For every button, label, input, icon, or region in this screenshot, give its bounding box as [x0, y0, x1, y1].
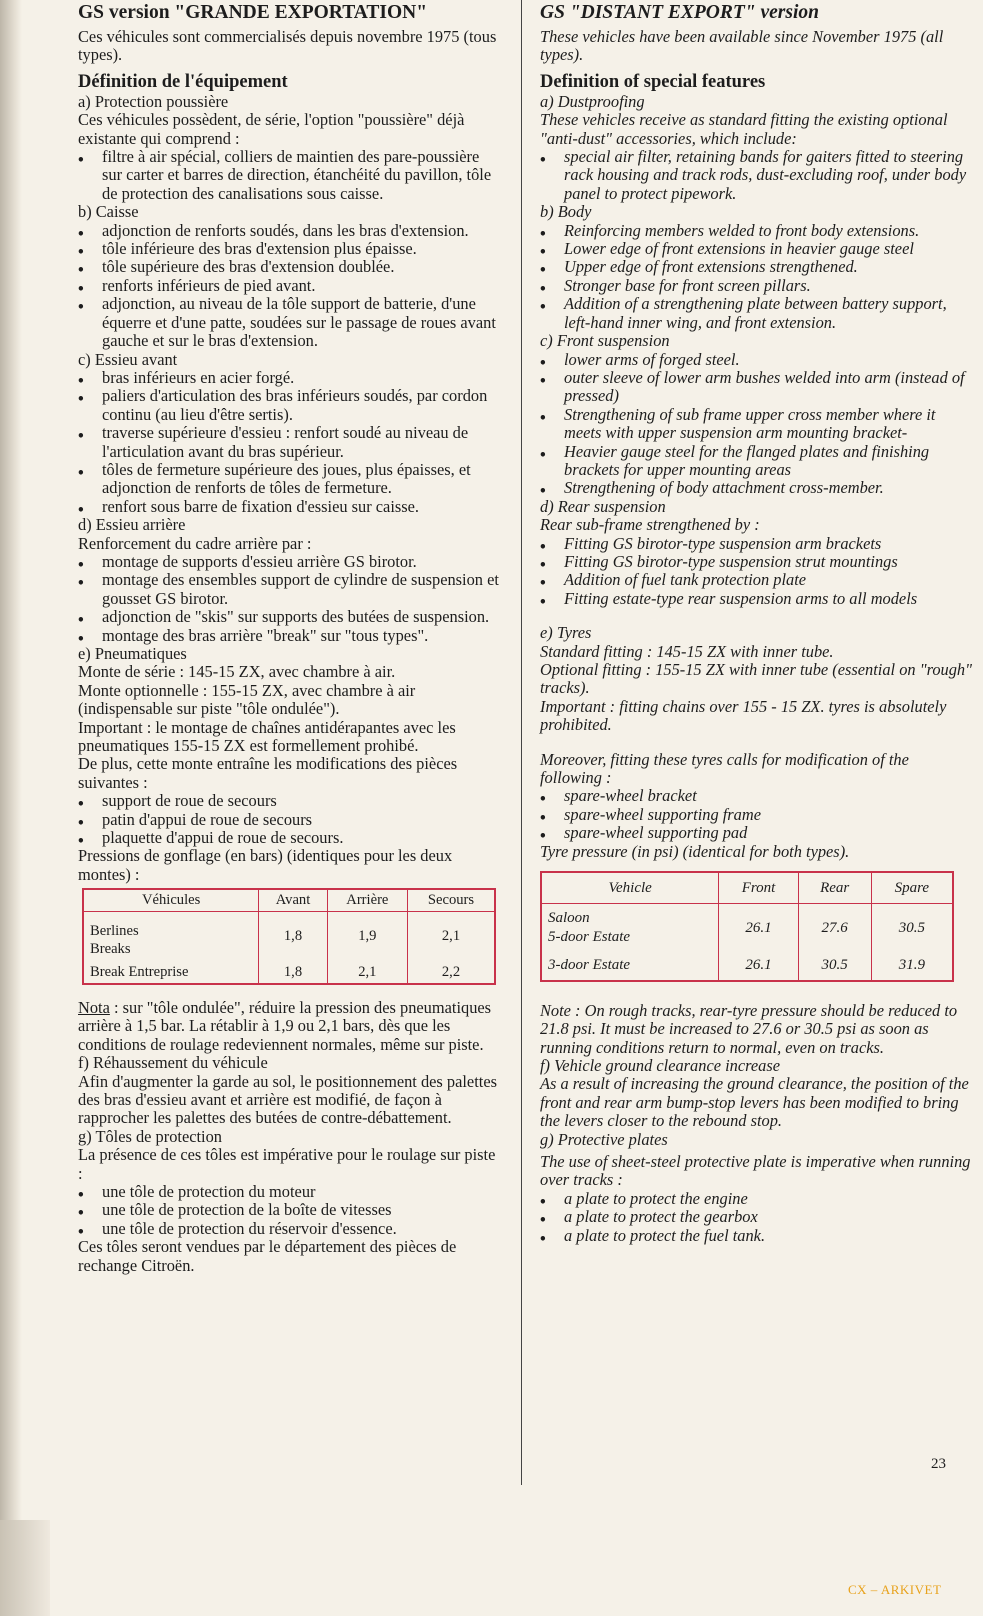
- fr-table-vehicle: Break Entreprise: [83, 961, 259, 984]
- en-section-e-p4: Moreover, fitting these tyres calls for modification of the following :: [540, 749, 909, 788]
- fr-table-vehicle-cell: [83, 911, 259, 960]
- list-item: • spare-wheel supporting frame: [540, 806, 972, 824]
- en-table-header-row: [541, 872, 953, 904]
- en-table-front: 26.1: [719, 951, 798, 980]
- en-section-b-list: [540, 222, 972, 332]
- fr-table-row: [83, 961, 495, 984]
- en-table-rear: 27.6: [798, 904, 871, 951]
- fr-table-front: 1,8: [259, 911, 327, 960]
- list-item: • adjonction de "skis" sur supports des butées de suspension.: [78, 608, 500, 626]
- en-section-d-title: d) Rear suspension: [540, 496, 666, 516]
- en-table-rear: 30.5: [798, 951, 871, 980]
- en-section-f-text: As a result of increasing the ground clearance, the position of the front and rear arm bump-stop levers has been modified to bring the levers closer to the rebound stop.: [540, 1074, 969, 1131]
- fr-table-header: Secours: [408, 889, 496, 911]
- en-note: Note : On rough tracks, rear-tyre pressure should be reduced to 21.8 psi. It must be increased to 27.6 or 30.5 psi as soon as running conditions return to normal, even on tracks.: [540, 1000, 958, 1057]
- list-item: • renforts inférieurs de pied avant.: [78, 277, 500, 295]
- list-item: • spare-wheel bracket: [540, 787, 972, 805]
- fr-section-a-title: a) Protection poussière: [78, 91, 229, 111]
- fr-section-g-title: g) Tôles de protection: [78, 1126, 222, 1146]
- fr-definition-heading: Définition de l'équipement: [78, 71, 288, 92]
- fr-intro: Ces véhicules sont commercialisés depuis novembre 1975 (tous types).: [78, 27, 497, 65]
- fr-section-g-text: La présence de ces tôles est impérative pour le roulage sur piste :: [78, 1145, 496, 1183]
- en-table-front: 26.1: [719, 904, 798, 951]
- list-item: • Heavier gauge steel for the flanged plates and finishing brackets for upper mounting areas: [540, 443, 972, 480]
- list-item: • tôle inférieure des bras d'extension plus épaisse.: [78, 240, 500, 258]
- fr-nota-text: : sur "tôle ondulée", réduire la pression des pneumatiques arrière à 1,5 bar. La rétablir à 1,9 ou 2,1 bars, dès que les conditions de roulage redeviennent normales, même sur piste.: [78, 997, 492, 1054]
- list-item: • Fitting GS birotor-type suspension strut mountings: [540, 553, 972, 571]
- list-item: • Reinforcing members welded to front body extensions.: [540, 222, 972, 240]
- list-item: • paliers d'articulation des bras inférieurs soudés, par cordon continu (au lieu d'être sertis).: [78, 387, 500, 424]
- fr-section-f-title: f) Réhaussement du véhicule: [78, 1053, 268, 1073]
- list-item: • renfort sous barre de fixation d'essieu sur caisse.: [78, 498, 500, 516]
- list-item: • montage des bras arrière "break" sur "tous types".: [78, 627, 500, 645]
- en-table-spare: 31.9: [871, 951, 953, 980]
- list-item: • Strengthening of sub frame upper cross member where it meets with upper suspension arm mounting bracket-: [540, 406, 972, 443]
- en-section-e-p5: Tyre pressure (in psi) (identical for both types).: [540, 841, 850, 861]
- en-table-row: [541, 951, 953, 980]
- list-item: • Lower edge of front extensions in heavier gauge steel: [540, 240, 972, 258]
- list-item: • montage de supports d'essieu arrière GS birotor.: [78, 553, 500, 571]
- list-item: • adjonction, au niveau de la tôle support de batterie, d'une équerre et d'une patte, soudées sur le passage de roues avant gauche et sur le bras d'extension.: [78, 295, 500, 350]
- fr-title: GS version "GRANDE EXPORTATION": [78, 2, 428, 23]
- list-item: • outer sleeve of lower arm bushes welded into arm (instead of pressed): [540, 369, 972, 406]
- fr-section-a-list: [78, 148, 500, 203]
- en-section-c-list: [540, 351, 972, 498]
- en-section-d-list: [540, 535, 972, 609]
- list-item: • patin d'appui de roue de secours: [78, 811, 500, 829]
- en-section-g-title: g) Protective plates: [540, 1129, 668, 1149]
- column-divider: [521, 0, 522, 1485]
- fr-section-c-title: c) Essieu avant: [78, 349, 178, 369]
- fr-table-rear: 1,9: [327, 911, 407, 960]
- en-section-e-p2: Optional fitting : 155-15 ZX with inner tube (essential on "rough" tracks).: [540, 660, 973, 698]
- list-item: • Fitting GS birotor-type suspension arm brackets: [540, 535, 972, 553]
- fr-section-c-list: [78, 369, 500, 516]
- fr-table-spare: 2,1: [408, 911, 496, 960]
- fr-table-row: [83, 911, 495, 960]
- fr-section-f-text: Afin d'augmenter la garde au sol, le positionnement des palettes des bras d'essieu avant et arrière est modifié, de façon à rapprocher les palettes des butées de contre-débattement.: [78, 1071, 497, 1128]
- list-item: • une tôle de protection du réservoir d'essence.: [78, 1220, 500, 1238]
- fr-section-g-list: [78, 1183, 500, 1238]
- list-item: • tôle supérieure des bras d'extension doublée.: [78, 258, 500, 276]
- en-table-vehicle-cell: [541, 904, 719, 951]
- list-item: • Strengthening of body attachment cross-member.: [540, 479, 972, 497]
- list-item: • Upper edge of front extensions strengthened.: [540, 258, 972, 276]
- fr-section-b-title: b) Caisse: [78, 202, 139, 222]
- fr-table-header: Avant: [259, 889, 327, 911]
- list-item: • traverse supérieure d'essieu : renfort soudé au niveau de l'articulation avant du bras supérieur.: [78, 424, 500, 461]
- list-item: • spare-wheel supporting pad: [540, 824, 972, 842]
- list-item: • filtre à air spécial, colliers de maintien des pare-poussière sur carter et barres de direction, étanchéité du pavillon, tôle de protection des canalisations sous caisse.: [78, 148, 500, 203]
- en-section-f-title: f) Vehicle ground clearance increase: [540, 1055, 781, 1075]
- watermark: CX – ARKIVET: [848, 1582, 942, 1597]
- en-section-b-title: b) Body: [540, 202, 592, 222]
- en-section-e-p1: Standard fitting : 145-15 ZX with inner tube.: [540, 641, 834, 661]
- list-item: • une tôle de protection du moteur: [78, 1183, 500, 1201]
- en-section-g-list: [540, 1190, 972, 1245]
- en-pressure-table: [540, 871, 954, 982]
- en-table-header: Rear: [798, 872, 871, 904]
- en-section-g-text: The use of sheet-steel protective plate is imperative when running over tracks :: [540, 1151, 971, 1190]
- fr-table-front: 1,8: [259, 961, 327, 984]
- en-section-e-list: [540, 787, 972, 842]
- en-table-header: Spare: [871, 872, 953, 904]
- en-spacer: [540, 608, 972, 624]
- list-item: • montage des ensembles support de cylindre de suspension et gousset GS birotor.: [78, 571, 500, 608]
- fr-table-header: Véhicules: [83, 889, 259, 911]
- en-table-header: Front: [719, 872, 798, 904]
- fr-section-e-p5: Pressions de gonflage (en bars) (identiques pour les deux montes) :: [78, 846, 453, 884]
- english-column: [540, 0, 972, 1245]
- en-intro: These vehicles have been available since November 1975 (all types).: [540, 27, 944, 65]
- en-spacer: [540, 735, 972, 751]
- fr-section-g-end: Ces tôles seront vendues par le département des pièces de rechange Citroën.: [78, 1237, 457, 1275]
- list-item: • Stronger base for front screen pillars.: [540, 277, 972, 295]
- list-item: • adjonction de renforts soudés, dans les bras d'extension.: [78, 222, 500, 240]
- page-number: 23: [931, 1456, 946, 1472]
- en-section-a-list: [540, 148, 972, 203]
- fr-table-vehicle: Berlines: [90, 922, 139, 939]
- list-item: • lower arms of forged steel.: [540, 351, 972, 369]
- en-definition-heading: Definition of special features: [540, 71, 766, 92]
- en-section-e-title: e) Tyres: [540, 623, 592, 643]
- french-column: [78, 0, 500, 1275]
- en-table-vehicle: Saloon: [548, 910, 590, 927]
- en-section-e-p3: Important : fitting chains over 155 - 15 ZX. tyres is absolutely prohibited.: [540, 696, 947, 735]
- en-table-row: [541, 904, 953, 951]
- fr-nota-label: Nota: [78, 997, 110, 1017]
- fr-section-e-list: [78, 792, 500, 847]
- fr-section-e-p1: Monte de série : 145-15 ZX, avec chambre à air.: [78, 662, 396, 682]
- fr-table-vehicle: Breaks: [90, 941, 131, 958]
- en-section-d-text: Rear sub-frame strengthened by :: [540, 515, 760, 535]
- fr-table-header: Arrière: [327, 889, 407, 911]
- list-item: • Addition of fuel tank protection plate: [540, 571, 972, 589]
- fr-section-e-p4: De plus, cette monte entraîne les modifications des pièces suivantes :: [78, 754, 458, 792]
- list-item: • special air filter, retaining bands for gaiters fitted to steering rack housing and track rods, dust-excluding roof, under body panel to protect pipework.: [540, 148, 972, 203]
- fr-section-e-title: e) Pneumatiques: [78, 644, 187, 663]
- list-item: • Addition of a strengthening plate between battery support, left-hand inner wing, and front extension.: [540, 295, 972, 332]
- fr-section-b-list: [78, 222, 500, 351]
- fr-table-rear: 2,1: [327, 961, 407, 984]
- list-item: • tôles de fermeture supérieure des joues, plus épaisses, et adjonction de renforts de tôles de fermeture.: [78, 461, 500, 498]
- fr-section-d-list: [78, 553, 500, 645]
- list-item: • a plate to protect the gearbox: [540, 1208, 972, 1226]
- list-item: • bras inférieurs en acier forgé.: [78, 369, 500, 387]
- list-item: • une tôle de protection de la boîte de vitesses: [78, 1201, 500, 1219]
- en-table-vehicle: 5-door Estate: [548, 928, 631, 945]
- en-section-a-title: a) Dustproofing: [540, 91, 645, 111]
- list-item: • a plate to protect the engine: [540, 1190, 972, 1208]
- fr-nota: [78, 999, 500, 1054]
- list-item: • Fitting estate-type rear suspension arms to all models: [540, 590, 972, 608]
- list-item: • plaquette d'appui de roue de secours.: [78, 829, 500, 847]
- en-section-c-title: c) Front suspension: [540, 331, 670, 351]
- en-table-vehicle: 3-door Estate: [541, 951, 719, 980]
- en-table-header: Vehicle: [541, 872, 719, 904]
- fr-table-header-row: [83, 889, 495, 911]
- page-corner-shadow: [0, 1520, 50, 1616]
- list-item: • support de roue de secours: [78, 792, 500, 810]
- en-section-a-text: These vehicles receive as standard fitting the existing optional "anti-dust" accessories, which include:: [540, 110, 948, 148]
- fr-section-d-text: Renforcement du cadre arrière par :: [78, 533, 312, 553]
- page-binding-shadow: [0, 0, 22, 1616]
- list-item: • a plate to protect the fuel tank.: [540, 1227, 972, 1245]
- fr-section-d-title: d) Essieu arrière: [78, 515, 186, 535]
- fr-pressure-table: [82, 888, 496, 985]
- fr-table-spare: 2,2: [408, 961, 496, 984]
- en-table-spare: 30.5: [871, 904, 953, 951]
- fr-section-a-text: Ces véhicules possèdent, de série, l'option "poussière" déjà existante qui comprend :: [78, 110, 465, 148]
- en-title: GS "DISTANT EXPORT" version: [540, 2, 819, 23]
- fr-section-e-p3: Important : le montage de chaînes antidérapantes avec les pneumatiques 155-15 ZX est formellement prohibé.: [78, 717, 456, 756]
- fr-section-e-p2: Monte optionnelle : 155-15 ZX, avec chambre à air (indispensable sur piste "tôle ondulée").: [78, 680, 416, 719]
